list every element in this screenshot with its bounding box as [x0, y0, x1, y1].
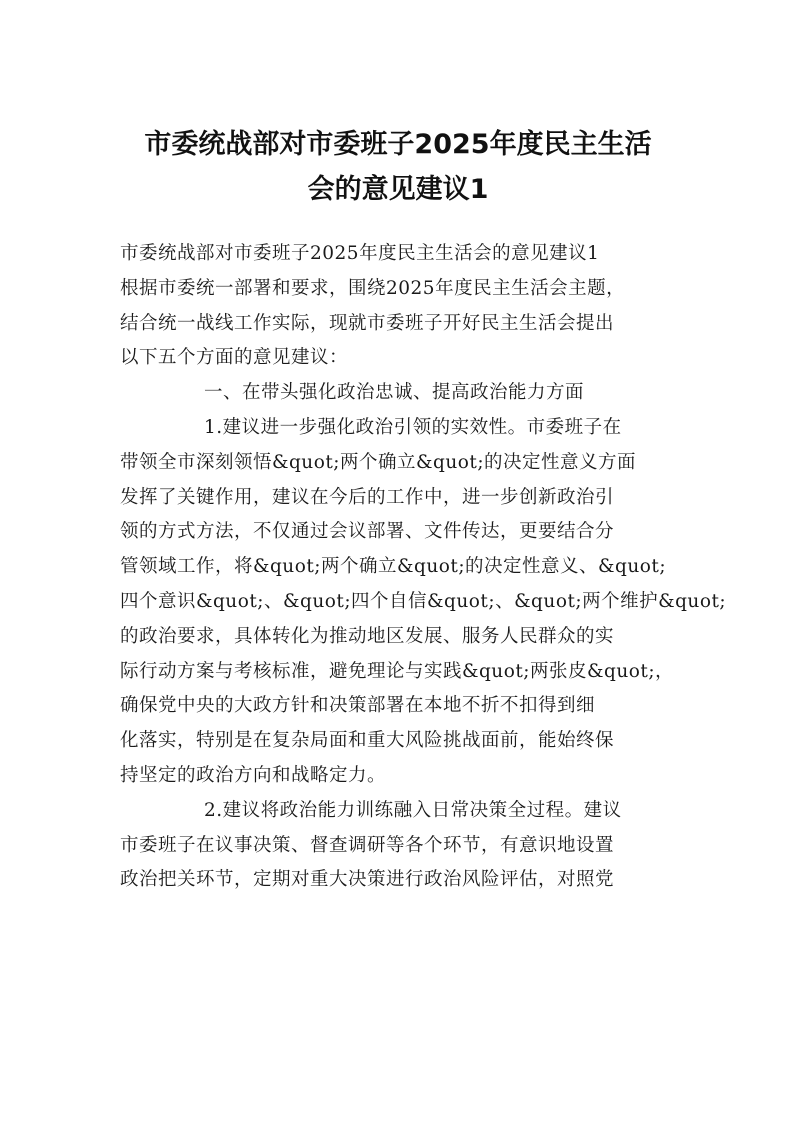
text-line: 发挥了关键作用，建议在今后的工作中，进一步创新政治引	[120, 486, 615, 508]
document-page	[120, 122, 727, 898]
title-line: 会的意见建议1	[307, 174, 489, 205]
text-line: 政治把关环节，定期对重大决策进行政治风险评估，对照党	[120, 869, 615, 891]
text-line: 市委统战部对市委班子2025年度民主生活会的意见建议1	[120, 243, 600, 264]
intro-paragraph	[120, 237, 676, 376]
text-line: 结合统一战线工作实际，现就市委班子开好民主生活会提出	[120, 312, 615, 334]
text-line: 际行动方案与考核标准，避免理论与实践&quot;两张皮&quot;，	[120, 660, 675, 682]
text-line: 2.建议将政治能力训练融入日常决策全过程。建议	[204, 799, 622, 821]
text-line: 领的方式方法，不仅通过会议部署、文件传达，更要结合分	[120, 521, 615, 543]
text-line: 四个意识&quot;、&quot;四个自信&quot;、&quot;两个维护&quot;	[120, 590, 727, 612]
text-line: 的政治要求，具体转化为推动地区发展、服务人民群众的实	[120, 625, 615, 647]
document-title	[120, 122, 676, 212]
text-line: 1.建议进一步强化政治引领的实效性。市委班子在	[204, 416, 622, 438]
text-line: 持坚定的政治方向和战略定力。	[120, 764, 387, 786]
text-line: 带领全市深刻领悟&quot;两个确立&quot;的决定性意义方面	[120, 451, 637, 473]
text-line: 市委班子在议事决策、督查调研等各个环节，有意识地设置	[120, 834, 615, 856]
text-line: 化落实，特别是在复杂局面和重大风险挑战面前，能始终保	[120, 730, 615, 752]
title-line: 市委统战部对市委班子2025年度民主生活	[144, 129, 652, 160]
text-line: 根据市委统一部署和要求，围绕2025年度民主生活会主题，	[120, 277, 626, 299]
text-line: 管领域工作，将&quot;两个确立&quot;的决定性意义、&quot;	[120, 556, 667, 578]
text-line: 确保党中央的大政方针和决策部署在本地不折不扣得到细	[120, 695, 596, 717]
text-line: 以下五个方面的意见建议：	[120, 347, 349, 369]
item-1-paragraph	[120, 411, 727, 794]
section-heading: 一、在带头强化政治忠诚、提高政治能力方面	[204, 382, 585, 404]
item-2-paragraph	[120, 794, 676, 898]
